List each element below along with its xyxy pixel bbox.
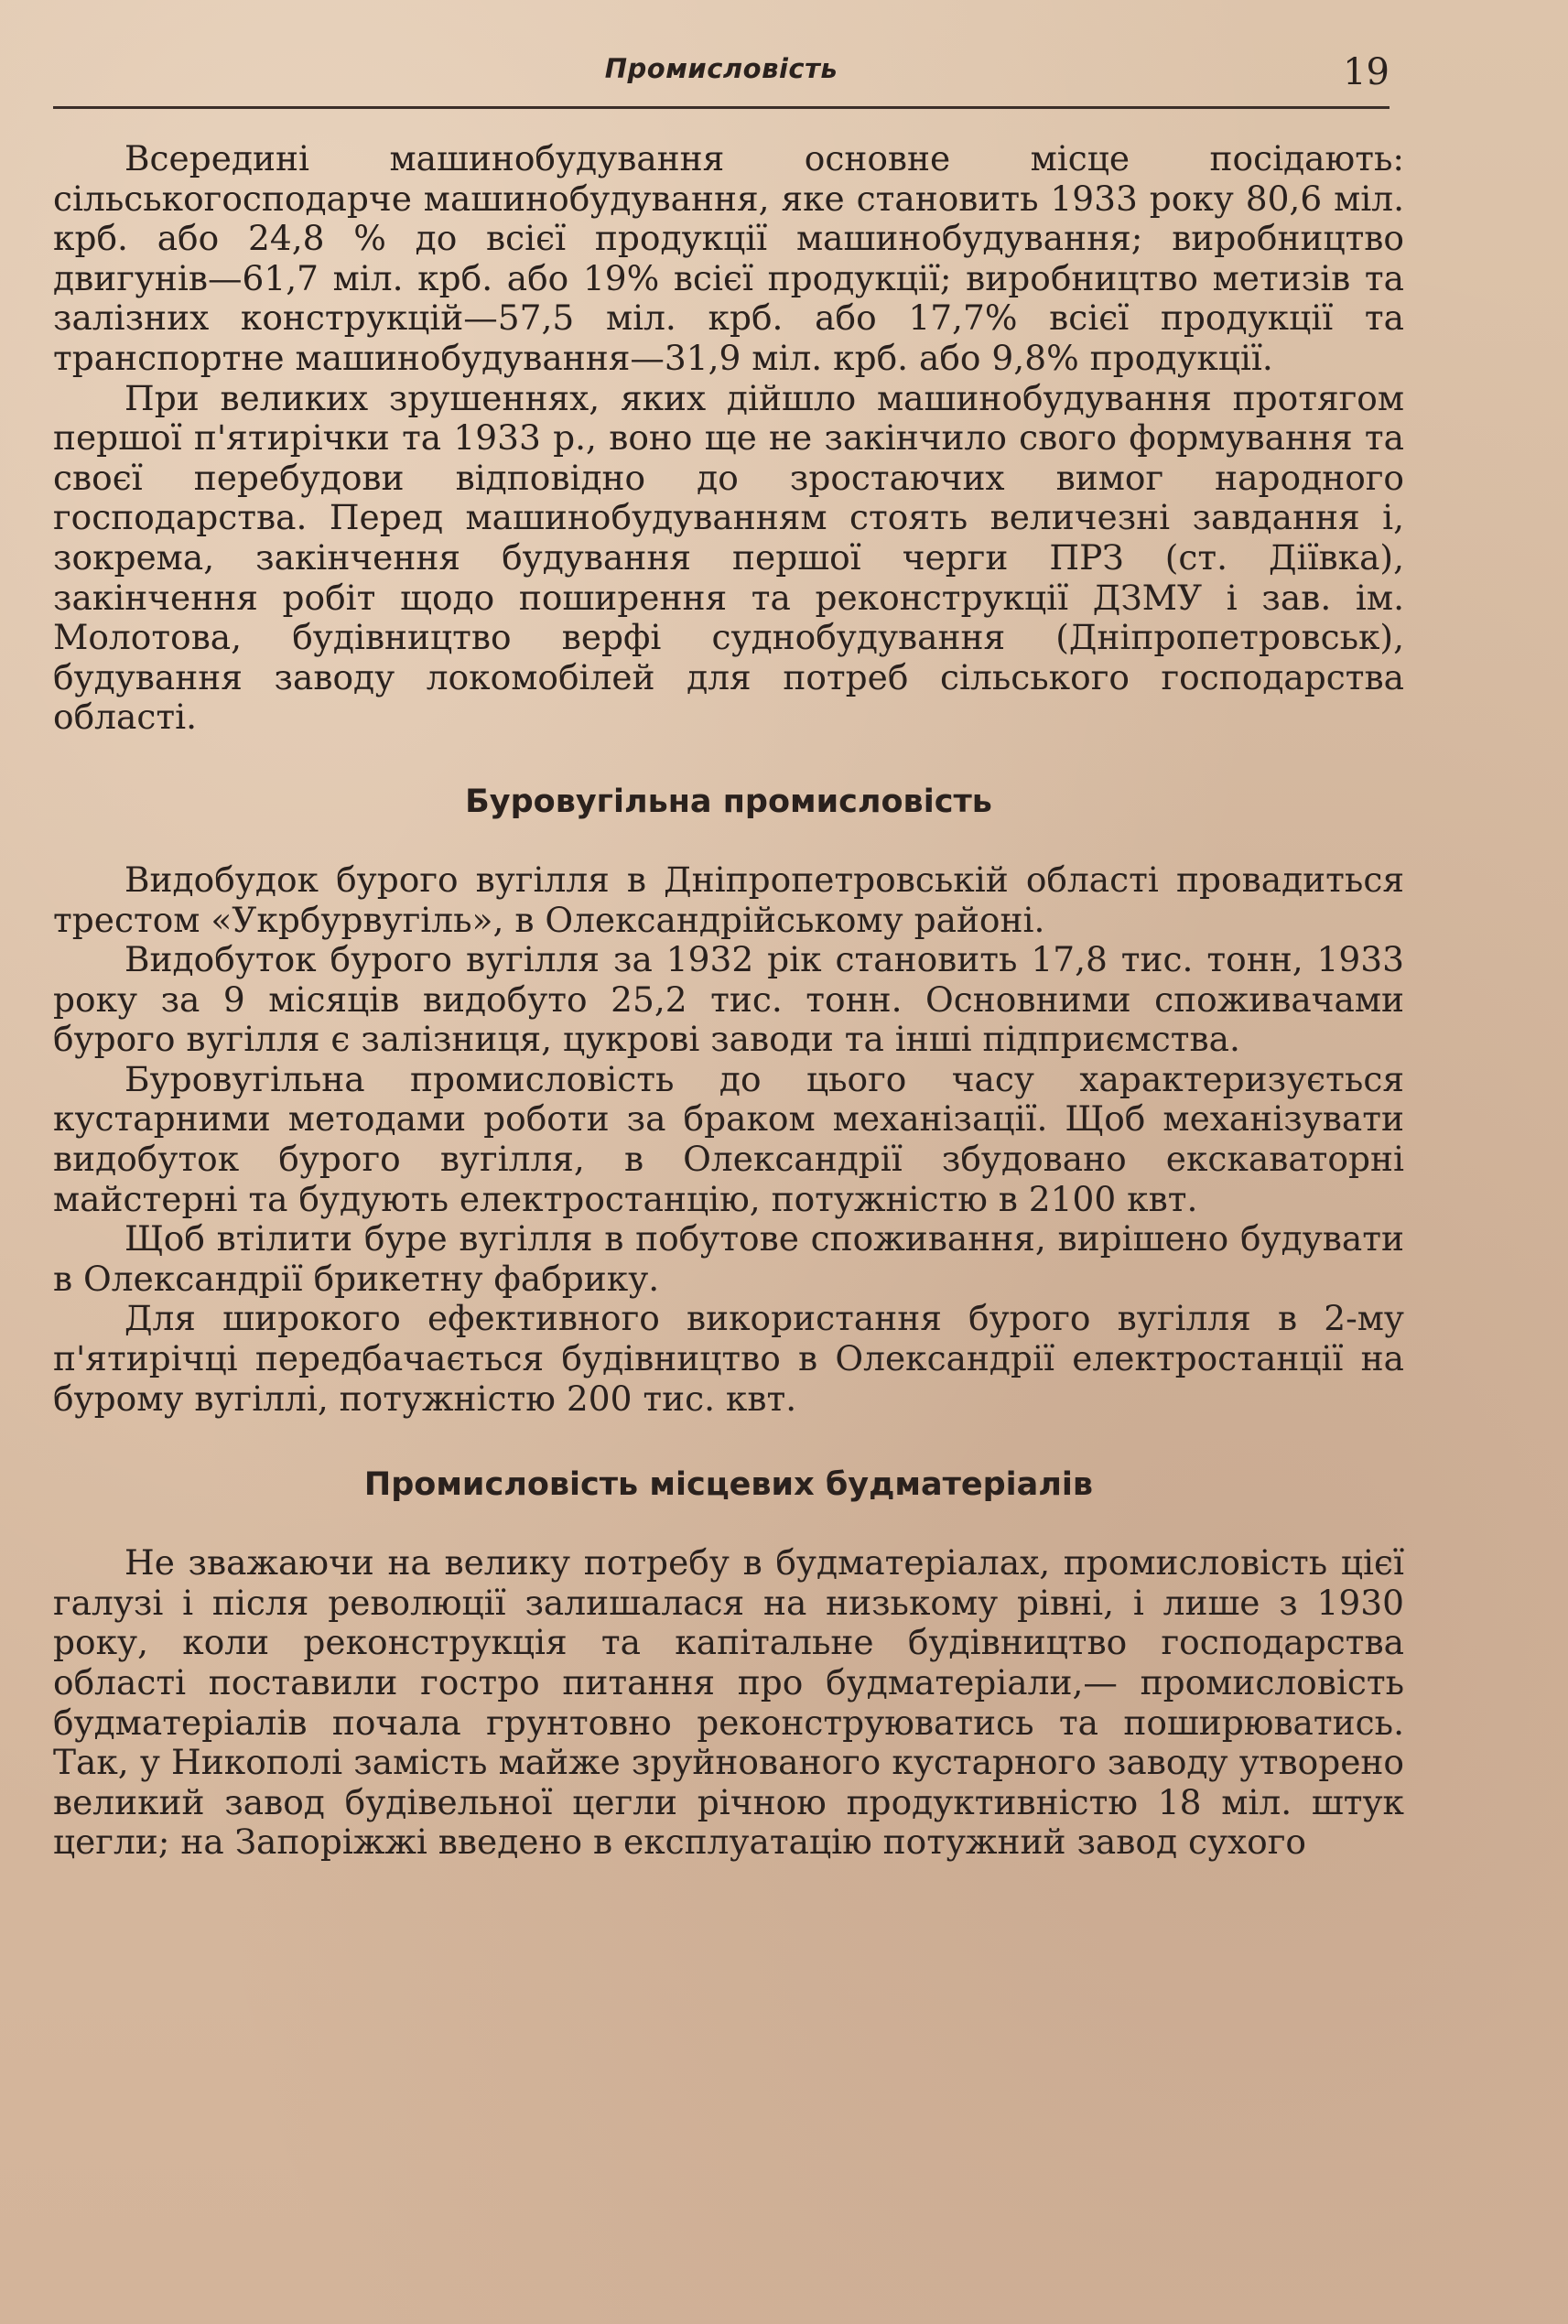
paragraph-brown-coal-methods: Буровугільна промисловість до цього часу характеризується кустарними методами роботи за браком механізації. Щоб механізувати видобуток бурого вугілля, в Олександрії збудовано екскаваторні майстерні та будують електростанцію, потужністю в 2100 квт.	[53, 1058, 1404, 1219]
paragraph-building-materials: Не зважаючи на велику потребу в будматеріалах, промисловість цієї галузі і після революції залишалася на низькому рівні, і лише з 1930 року, коли реконструкція та капітальне будівництво господарства області поставили гостро питання про будматеріали,— промисловість будматеріалів почала грунтовно реконструюватись та поширюватись. Так, у Никополі замість майже зруйнованого кустарного заводу утворено великий завод будівельної цегли річною продуктивністю 18 міл. штук цегли; на Запоріжжі введено в експлуатацію потужний завод сухого	[53, 1542, 1404, 1863]
paragraph-briquette-factory: Щоб втілити буре вугілля в побутове споживання, вирішено будувати в Олександрії брикетну фабрику.	[53, 1218, 1404, 1299]
paragraph-machine-building-tasks: При великих зрушеннях, яких дійшло машинобудування протягом першої п'ятирічки та 1933 р., воно ще не закінчило свого формування та своєї перебудови відповідно до зростаючих вимог народного господарства. Перед машинобудуванням стоять величезні завдання і, зокрема, закінчення будування першої черги ПРЗ (ст. Діївка), закінчення робіт щодо поширення та реконструкції ДЗМУ і зав. ім. Молотова, будівництво верфі суднобудування (Дніпропетровськ), будування заводу локомобілей для потреб сільського господарства області.	[53, 377, 1404, 738]
page-body	[53, 139, 1404, 1863]
page-number: 19	[1343, 51, 1390, 93]
paragraph-machine-building-structure: Всередині машинобудування основне місце посідають: сільськогосподарче машинобудування, яке становить 1933 року 80,6 міл. крб. або 24,8 % до всієї продукції машинобудування; виробництво двигунів—61,7 міл. крб. або 19% всієї продукції; виробництво метизів та залізних конструкцій—57,5 міл. крб. або 17,7% всієї продукції та транспортне машинобудування—31,9 міл. крб. або 9,8% продукції.	[53, 138, 1404, 378]
page-header	[53, 44, 1390, 109]
paragraph-brown-coal-mining: Видобудок бурого вугілля в Дніпропетровській області провадиться трестом «Укрбурвугіль», в Олександрійському районі.	[53, 859, 1404, 940]
running-title: Промисловість	[604, 53, 838, 84]
section-heading-building-materials: Промисловість місцевих будматеріалів	[363, 1466, 1094, 1504]
paragraph-brown-coal-output: Видобуток бурого вугілля за 1932 рік становить 17,8 тис. тонн, 1933 року за 9 місяців видобуто 25,2 тис. тонн. Основними споживачами бурого вугілля є залізниця, цукрові заводи та інші підприємства.	[53, 939, 1404, 1060]
paragraph-power-station-plan: Для широкого ефективного використання бурого вугілля в 2-му п'ятирічці передбачається будівництво в Олександрії електростанції на бурому вугіллі, потужністю 200 тис. квт.	[53, 1298, 1404, 1419]
section-heading-brown-coal: Буровугільна промисловість	[465, 783, 992, 820]
